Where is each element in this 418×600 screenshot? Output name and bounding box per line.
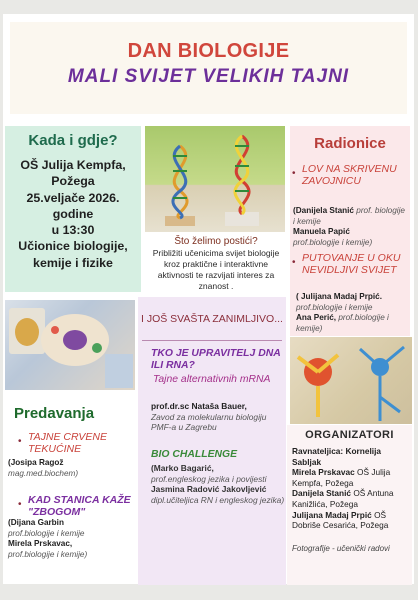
- organizer-school: OŠ Dobriše Cesarića, Požega: [292, 509, 389, 531]
- lecture-presenter: [151, 401, 286, 433]
- lecture-title: KAD STANICA KAŽE "ZBOGOM": [28, 494, 131, 519]
- presenter-role: mag.med.biochem): [8, 468, 79, 478]
- cell-model-illustration: [5, 300, 135, 390]
- presenter-role: prof.biologije i kemije): [296, 313, 389, 333]
- lecture-title: TAJNE CRVENE TEKUĆINE: [28, 431, 107, 456]
- organizer-name: Ravnateljica: Kornelija Sabljak: [292, 446, 381, 467]
- presenter-role: prof. biologije i kemije: [293, 206, 405, 226]
- organizers-list: [292, 446, 410, 531]
- presenter-name: Manuela Papić: [293, 227, 350, 236]
- organizer-school: OŠ Antuna Kanižlića, Požega: [292, 488, 394, 509]
- organizer-line: [292, 488, 410, 509]
- bullet-icon: •: [292, 257, 296, 268]
- presenter-name: Mirela Prskavac,: [8, 539, 73, 548]
- presenter-role: prof.biologije i kemije: [296, 302, 373, 312]
- presenter-name: (Marko Bagarić,: [151, 463, 214, 473]
- divider: [142, 340, 282, 341]
- workshop-title: LOV NA SKRIVENU ZAVOJNICU: [302, 163, 397, 188]
- neuron-models-photo: [290, 337, 412, 424]
- dna-models-photo: [145, 126, 285, 232]
- presenter-name: Ana Perić,: [296, 313, 337, 322]
- presenter-name: (Danijela Stanić: [293, 206, 354, 215]
- when-where-line: Požega: [51, 174, 95, 189]
- lectures-heading: Predavanja: [14, 405, 95, 422]
- organizer-line: [292, 446, 410, 467]
- presenter-name: ( Julijana Madaj Prpić.: [296, 292, 382, 301]
- lecture-presenter: [8, 518, 136, 560]
- presenter-role: prof.biologije i kemije): [293, 237, 373, 247]
- organizer-line: [292, 467, 410, 488]
- presenter-name: prof.dr.sc Nataša Bauer,: [151, 401, 247, 411]
- bullet-icon: •: [292, 168, 296, 179]
- workshop-presenters: [293, 206, 409, 248]
- organizer-name: Mirela Prskavac: [292, 467, 355, 478]
- workshop-title: PUTOVANJE U OKU NEVIDLJIVI SVIJET: [302, 252, 401, 277]
- lecture-subtitle: Tajne alternativnih mRNA: [153, 374, 271, 385]
- bullet-icon: •: [18, 499, 22, 510]
- more-heading: I JOŠ SVAŠTA ZANIMLJIVO...: [141, 313, 283, 325]
- organizers-heading: ORGANIZATORI: [305, 429, 394, 441]
- dna-model-illustration: [145, 126, 285, 232]
- bullet-icon: •: [18, 436, 22, 447]
- lecture-title: TKO JE UPRAVITELJ DNA ILI RNA?: [151, 348, 281, 372]
- organizer-name: Julijana Madaj Prpić: [292, 509, 372, 520]
- when-where-text: [8, 157, 138, 271]
- when-where-line: u 13:30: [51, 223, 95, 238]
- when-where-line: 25.veljače 2026.: [26, 190, 120, 205]
- challenge-title: BIO CHALLENGE: [151, 449, 238, 460]
- challenge-presenters: [151, 463, 286, 506]
- lecture-presenter: [8, 458, 136, 479]
- organizer-name: Danijela Stanić: [292, 488, 352, 499]
- presenter-name: (Josipa Ragož: [8, 458, 64, 467]
- presenter-institution: Zavod za molekularnu biologiju PMF-a u Zagrebu: [151, 411, 267, 433]
- presenter-role: prof.biologije i kemije): [8, 549, 88, 559]
- when-where-line: godine: [52, 206, 94, 221]
- when-where-line: Učionice biologije,: [18, 239, 128, 254]
- workshop-presenters: [296, 292, 410, 334]
- presenter-role: prof.biologije i kemije: [8, 528, 85, 538]
- goal-heading: Što želimo postići?: [174, 236, 258, 247]
- goal-text: Približiti učenicima svijet biologije kroz praktične i interaktivne aktivnosti te razvijati interes za znanost .: [152, 248, 280, 291]
- presenter-name: Jasmina Radović Jakovljević: [151, 484, 267, 495]
- organizer-line: [292, 510, 410, 531]
- neuron-model-illustration: [290, 337, 412, 424]
- photo-credit: Fotografije - učenički radovi: [292, 544, 390, 553]
- poster-subtitle: MALI SVIJET VELIKIH TAJNI: [67, 66, 350, 87]
- presenter-name: (Dijana Garbin: [8, 518, 64, 527]
- when-where-line: kemije i fizike: [33, 255, 113, 270]
- cell-models-photo: [5, 300, 135, 390]
- poster-title: DAN BIOLOGIJE: [127, 40, 290, 62]
- presenter-role: dipl.učiteljica RN i engleskog jezika): [151, 495, 285, 506]
- presenter-role: prof.engleskog jezika i povijesti: [151, 473, 267, 484]
- workshops-heading: Radionice: [314, 135, 386, 152]
- when-where-heading: Kada i gdje?: [28, 132, 118, 149]
- organizer-school: OŠ Julija Kempfa, Požega: [292, 467, 391, 488]
- when-where-line: OŠ Julija Kempfa,: [20, 158, 126, 172]
